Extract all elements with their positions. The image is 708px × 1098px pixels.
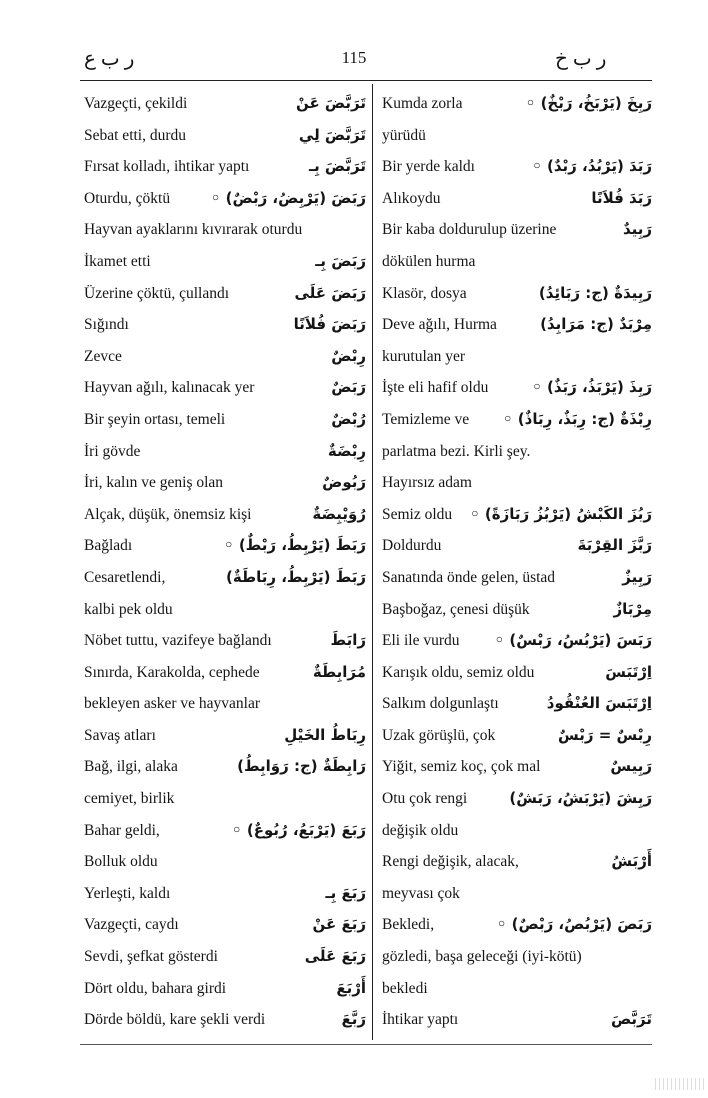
- arabic-headword: تَرَبَّضَ لِي: [298, 125, 366, 144]
- arabic-headword: رَبَدَ فُلاَنًا: [591, 188, 652, 207]
- dictionary-entry: [382, 309, 652, 341]
- arabic-headword: مُرَابِطَةٌ: [312, 662, 366, 681]
- arabic-headword: أَرْبَشُ: [611, 852, 652, 871]
- dictionary-entry: [84, 183, 366, 215]
- arabic-headword: رَبَسَ (يَرْبُسُ، رَبْسٌ) ◦: [494, 631, 652, 650]
- turkish-definition: Fırsat kolladı, ihtikar yaptı: [84, 158, 250, 176]
- header-root-right: ر ب خ: [555, 48, 607, 70]
- arabic-headword: مِرْبَدٌ (ج: مَرَابِدُ): [540, 315, 652, 334]
- turkish-definition: gözledi, başa geleceği (iyi-kötü): [382, 948, 582, 966]
- arabic-headword: رُبْضٌ: [331, 409, 366, 428]
- arabic-headword: رَبَّزَ القِرْبَةَ: [577, 536, 652, 555]
- dictionary-entry: [84, 751, 366, 783]
- turkish-definition: İhtikar yaptı: [382, 1011, 459, 1029]
- arabic-headword: اِرْتَبَسَ: [605, 662, 652, 681]
- arabic-headword: تَرَبَّضَ عَنْ: [295, 94, 366, 112]
- arabic-headword: رَبِيزٌ: [622, 567, 652, 586]
- turkish-definition: Yiğit, semiz koç, çok mal: [382, 758, 541, 776]
- turkish-definition: İri gövde: [84, 442, 141, 460]
- arabic-headword: رَبَعَ (يَرْبَعُ، رُبُوعٌ) ◦: [232, 820, 366, 839]
- arabic-headword: رَبَعَ عَلَى: [304, 947, 366, 966]
- turkish-definition: kalbi pek oldu: [84, 600, 173, 618]
- dictionary-entry: [382, 404, 652, 436]
- dictionary-entry: [84, 594, 366, 626]
- left-column: [84, 88, 366, 1036]
- dictionary-entry: [382, 436, 652, 468]
- dictionary-entry: [84, 688, 366, 720]
- dictionary-entry: [84, 815, 366, 847]
- turkish-definition: bekledi: [382, 979, 428, 997]
- turkish-definition: Karışık oldu, semiz oldu: [382, 663, 535, 681]
- dictionary-entry: [84, 846, 366, 878]
- turkish-definition: Sevdi, şefkat gösterdi: [84, 948, 218, 966]
- dictionary-entry: [84, 783, 366, 815]
- turkish-definition: Bağladı: [84, 537, 133, 555]
- arabic-headword: رَبَطَ (يَرْبِطُ، رَبْطٌ) ◦: [224, 536, 366, 555]
- footer-rule: [80, 1044, 652, 1045]
- turkish-definition: Sanatında önde gelen, üstad: [382, 568, 556, 586]
- turkish-definition: Bir şeyin ortası, temeli: [84, 410, 226, 428]
- turkish-definition: Rengi değişik, alacak,: [382, 853, 519, 871]
- dictionary-entry: [84, 625, 366, 657]
- arabic-headword: رَبَعَ عَنْ: [312, 915, 366, 934]
- arabic-headword: رَبَضٌ: [331, 378, 366, 397]
- arabic-headword: رُوَيْبِضَةٌ: [312, 504, 366, 523]
- header-rule: [80, 80, 652, 81]
- turkish-definition: Hayvan ağılı, kalınacak yer: [84, 379, 255, 397]
- dictionary-entry: [382, 815, 652, 847]
- arabic-headword: رَابَطَ: [330, 631, 366, 650]
- dictionary-entry: [382, 688, 652, 720]
- arabic-headword: رَبَضَ بِـ: [315, 251, 366, 270]
- dictionary-entry: [84, 878, 366, 910]
- arabic-headword: رِبَاطُ الخَيْلِ: [284, 725, 366, 744]
- turkish-definition: İşte eli hafif oldu: [382, 379, 489, 397]
- dictionary-entry: [382, 499, 652, 531]
- arabic-headword: رَبِذَ (يَرْبَذُ، رَبَذٌ) ◦: [532, 378, 652, 397]
- dictionary-entry: [84, 278, 366, 310]
- dictionary-entry: [382, 751, 652, 783]
- dictionary-entry: [382, 846, 652, 878]
- turkish-definition: İkamet etti: [84, 252, 151, 270]
- dictionary-entry: [382, 783, 652, 815]
- turkish-definition: Bekledi,: [382, 916, 435, 934]
- turkish-definition: bekleyen asker ve hayvanlar: [84, 695, 261, 713]
- turkish-definition: değişik oldu: [382, 821, 459, 839]
- turkish-definition: Doldurdu: [382, 537, 442, 555]
- dictionary-entry: [84, 1004, 366, 1036]
- dictionary-entry: [382, 625, 652, 657]
- dictionary-entry: [382, 973, 652, 1005]
- arabic-headword: أَرْبَعَ: [336, 978, 366, 997]
- dictionary-entry: [382, 878, 652, 910]
- arabic-headword: رَبِشَ (يَرْبَشُ، رَبَشٌ): [509, 789, 652, 808]
- turkish-definition: cemiyet, birlik: [84, 790, 175, 808]
- dictionary-entry: [84, 499, 366, 531]
- scan-specks: [655, 1078, 705, 1090]
- dictionary-entry: [382, 372, 652, 404]
- turkish-definition: Bir kaba doldurulup üzerine: [382, 221, 557, 239]
- turkish-definition: meyvası çok: [382, 884, 460, 902]
- turkish-definition: Salkım dolgunlaştı: [382, 695, 499, 713]
- turkish-definition: Alçak, düşük, önemsiz kişi: [84, 505, 252, 523]
- turkish-definition: Cesaretlendi,: [84, 568, 166, 586]
- turkish-definition: Alıkoydu: [382, 189, 441, 207]
- dictionary-entry: [84, 467, 366, 499]
- turkish-definition: Bir yerde kaldı: [382, 158, 475, 176]
- arabic-headword: رَبُوضٌ: [322, 473, 366, 492]
- turkish-definition: Hayvan ayaklarını kıvırarak oturdu: [84, 221, 303, 239]
- arabic-headword: رَبِيدٌ: [622, 220, 652, 239]
- dictionary-entry: [382, 214, 652, 246]
- turkish-definition: Bağ, ilgi, alaka: [84, 758, 178, 776]
- turkish-definition: Deve ağılı, Hurma: [382, 316, 497, 334]
- turkish-definition: Hayırsız adam: [382, 474, 472, 492]
- dictionary-entry: [84, 309, 366, 341]
- dictionary-entry: [84, 404, 366, 436]
- dictionary-entry: [84, 246, 366, 278]
- turkish-definition: Sığındı: [84, 316, 129, 334]
- arabic-headword: رِبْذَةٌ (ج: رِبَذٌ، رِبَاذٌ) ◦: [502, 409, 652, 428]
- arabic-headword: رَابِطَةٌ (ج: رَوَابِطُ): [237, 757, 366, 776]
- dictionary-entry: [382, 562, 652, 594]
- arabic-headword: رَبُزَ الكَبْشُ (يَرْبُزُ رَبَازَةً) ◦: [470, 504, 652, 523]
- turkish-definition: Üzerine çöktü, çullandı: [84, 284, 230, 302]
- dictionary-entry: [382, 246, 652, 278]
- arabic-headword: رَبَضَ (يَرْبِضُ، رَبْضٌ) ◦: [210, 188, 366, 207]
- arabic-headword: رَبَدَ (يَرْبُدُ، رَبْدٌ) ◦: [532, 157, 652, 176]
- dictionary-entry: [382, 120, 652, 152]
- turkish-definition: Otu çok rengi: [382, 790, 468, 808]
- turkish-definition: dökülen hurma: [382, 252, 476, 270]
- turkish-definition: Başboğaz, çenesi düşük: [382, 600, 530, 618]
- turkish-definition: kurutulan yer: [382, 347, 466, 365]
- turkish-definition: Zevce: [84, 347, 122, 365]
- turkish-definition: Vazgeçti, caydı: [84, 916, 179, 934]
- dictionary-entry: [84, 909, 366, 941]
- turkish-definition: Klasör, dosya: [382, 284, 467, 302]
- arabic-headword: رَبَضَ عَلَى: [294, 283, 366, 302]
- dictionary-entry: [382, 88, 652, 120]
- arabic-headword: رَبَّعَ: [341, 1010, 366, 1029]
- turkish-definition: Semiz oldu: [382, 505, 453, 523]
- arabic-headword: رِبْضٌ: [331, 346, 366, 365]
- arabic-headword: رَبَضَ فُلاَنًا: [293, 315, 366, 334]
- arabic-headword: رَبَصَ (يَرْبُصُ، رَبْصٌ) ◦: [496, 915, 652, 934]
- dictionary-entry: [382, 594, 652, 626]
- turkish-definition: İri, kalın ve geniş olan: [84, 474, 224, 492]
- turkish-definition: Bolluk oldu: [84, 853, 158, 871]
- dictionary-entry: [382, 530, 652, 562]
- arabic-headword: اِرْتَبَسَ العُنْقُودُ: [546, 694, 652, 713]
- dictionary-entry: [382, 720, 652, 752]
- column-divider: [372, 84, 373, 1040]
- turkish-definition: Temizleme ve: [382, 410, 470, 428]
- arabic-headword: رَبَطَ (يَرْبِطُ، رِبَاطَةٌ): [226, 567, 366, 586]
- arabic-headword: رَبِيدَةٌ (ج: رَبَائِدُ): [538, 283, 652, 302]
- turkish-definition: Eli ile vurdu: [382, 632, 460, 650]
- dictionary-entry: [84, 720, 366, 752]
- turkish-definition: Oturdu, çöktü: [84, 189, 171, 207]
- dictionary-entry: [84, 88, 366, 120]
- dictionary-entry: [84, 657, 366, 689]
- dictionary-entry: [84, 973, 366, 1005]
- turkish-definition: yürüdü: [382, 126, 426, 144]
- arabic-headword: رِبْضَةٌ: [327, 441, 366, 460]
- dictionary-entry: [84, 341, 366, 373]
- arabic-headword: رَبِيسٌ: [610, 757, 652, 776]
- dictionary-entry: [84, 372, 366, 404]
- arabic-headword: رَبِخَ (يَرْبَخُ، رَبْخٌ) ◦: [525, 94, 652, 112]
- dictionary-entry: [84, 151, 366, 183]
- turkish-definition: Nöbet tuttu, vazifeye bağlandı: [84, 632, 272, 650]
- turkish-definition: Sebat etti, durdu: [84, 126, 187, 144]
- arabic-headword: رَبَعَ بِـ: [325, 883, 366, 902]
- dictionary-entry: [382, 467, 652, 499]
- dictionary-entry: [84, 530, 366, 562]
- turkish-definition: Sınırda, Karakolda, cephede: [84, 663, 260, 681]
- dictionary-entry: [382, 278, 652, 310]
- dictionary-entry: [382, 341, 652, 373]
- turkish-definition: Yerleşti, kaldı: [84, 884, 171, 902]
- turkish-definition: Dörde böldü, kare şekli verdi: [84, 1011, 266, 1029]
- arabic-headword: مِرْبَازٌ: [613, 599, 652, 618]
- right-column: [382, 88, 652, 1036]
- header-root-left: ر ب ع: [84, 48, 135, 70]
- turkish-definition: Kumda zorla: [382, 95, 463, 112]
- turkish-definition: Uzak görüşlü, çok: [382, 726, 496, 744]
- dictionary-entry: [382, 657, 652, 689]
- arabic-headword: تَرَبَّصَ: [610, 1010, 652, 1029]
- dictionary-entry: [84, 120, 366, 152]
- dictionary-entry: [382, 1004, 652, 1036]
- turkish-definition: Savaş atları: [84, 726, 156, 744]
- arabic-headword: رِبْسٌ = رَبْسٌ: [558, 725, 652, 744]
- dictionary-entry: [382, 151, 652, 183]
- dictionary-entry: [84, 214, 366, 246]
- turkish-definition: Vazgeçti, çekildi: [84, 95, 188, 112]
- arabic-headword: تَرَبَّضَ بِـ: [308, 157, 366, 176]
- dictionary-entry: [382, 183, 652, 215]
- dictionary-entry: [84, 941, 366, 973]
- dictionary-entry: [382, 909, 652, 941]
- dictionary-entry: [84, 436, 366, 468]
- page-number: 115: [341, 48, 367, 67]
- dictionary-entry: [382, 941, 652, 973]
- dictionary-entry: [84, 562, 366, 594]
- turkish-definition: parlatma bezi. Kirli şey.: [382, 442, 531, 460]
- turkish-definition: Bahar geldi,: [84, 821, 160, 839]
- turkish-definition: Dört oldu, bahara girdi: [84, 979, 227, 997]
